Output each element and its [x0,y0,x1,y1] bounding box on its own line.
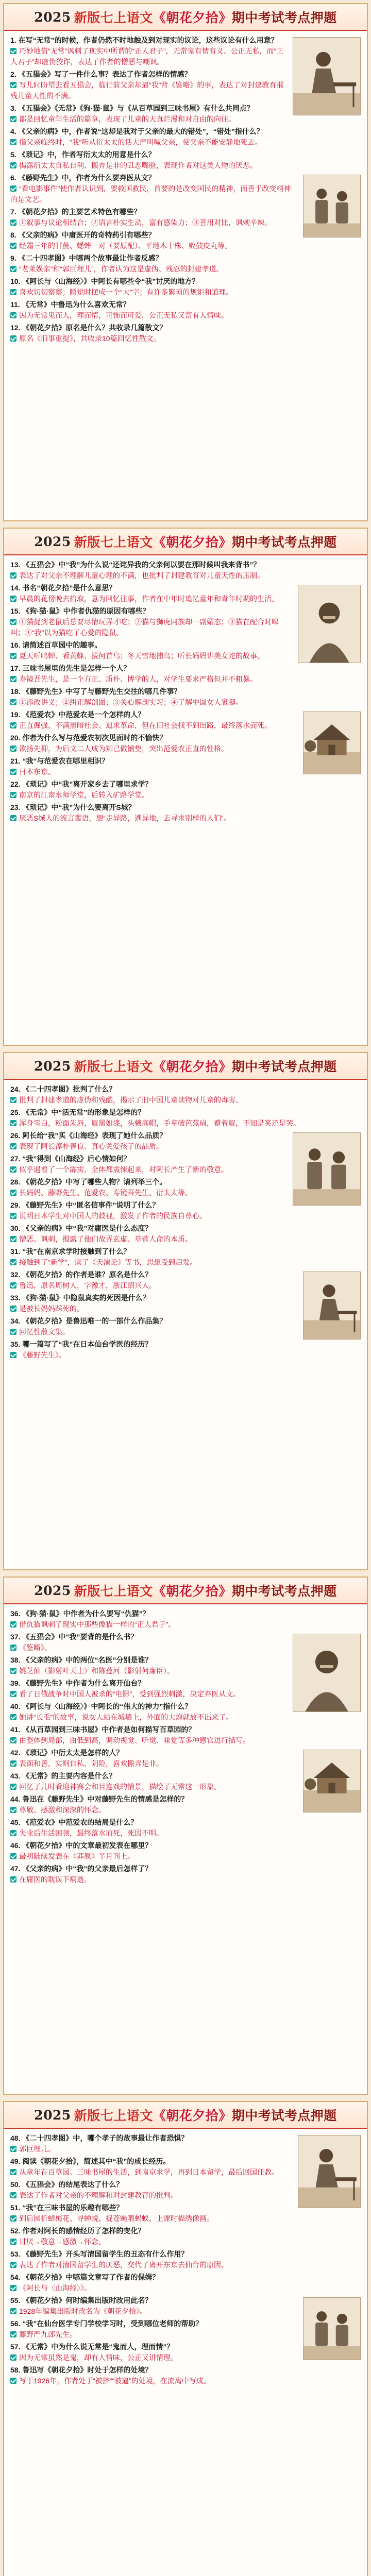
answer-content: 《鉴略》。 [19,1643,52,1652]
check-icon [10,722,16,728]
title-edition: 新版七上语文 [74,535,153,550]
answer-text [10,1712,361,1723]
answer-content: 浑身雪白，粉面朱唇，眉黑如漆，头戴高帽，手拿破芭蕉扇，蹙着眉，不知是笑还是哭。 [19,1119,300,1127]
question-text: 51. “我”在三味书屋的乐趣有哪些？ [10,2204,124,2212]
answer-text [10,697,361,708]
check-icon [10,1282,16,1289]
check-icon [10,312,16,318]
answer-content: 写于1926年，作者处于“被挤”“被逼”的处境，在流离中写成。 [19,2377,211,2385]
answer-text [10,333,361,344]
answer-text [10,1350,361,1361]
question-text: 56. “我”在仙台医学专门学校学习时，受到哪位老师的帮助？ [10,2319,203,2328]
answer-content: 因为无常虽然是鬼，却有人情味，公正又讲情理。 [19,2353,178,2362]
question-text: 18. 《藤野先生》中写了与藤野先生交往的哪几件事？ [10,687,181,696]
question-text: 54. 《朝花夕拾》中哪篇文章写了作者的保姆？ [10,2273,160,2281]
question-text: 30. 《父亲的病》中“我”对庸医是什么态度？ [10,1224,153,1232]
question-text: 35. 哪一篇写了“我”在日本仙台学医的经历？ [10,1340,153,1348]
illustration [298,2135,361,2208]
page-header [4,4,367,31]
question-item [10,560,361,581]
answer-text [10,2236,361,2247]
question-list [4,2129,367,2386]
check-icon [10,2169,16,2175]
check-icon [10,266,16,272]
question-text: 53. 《藤野先生》开头写清国留学生的丑态有什么作用？ [10,2250,189,2258]
answer-text [10,1619,361,1630]
question-item [10,779,361,801]
question-item [10,1107,361,1129]
title-book: 《朝花夕拾》 [153,1584,232,1599]
answer-text [10,287,361,298]
question-text: 4. 《父亲的病》中，作者说“这却是我对于父亲的最大的错处”，“错处”指什么？ [10,127,264,135]
illustration [293,37,361,115]
title-book: 《朝花夕拾》 [153,535,232,550]
title-year: 2025 [34,1058,71,1074]
question-item [10,2272,361,2294]
question-text: 28. 《朝花夕拾》中写了哪些人物？请列举三个。 [10,1178,167,1186]
answer-content: ①叙事与议论相结合；②语言朴实生动，富有感染力；③善用对比，讽刺辛辣。 [19,218,272,227]
answer-content: 《藤野先生》。 [19,1351,66,1359]
answer-content: 从童年在百草园、三味书屋的生活，到南京求学，再到日本留学，最后回国任教。 [19,2168,279,2176]
answer-content: 鲁迅，原名周树人，字豫才，浙江绍兴人。 [19,1281,156,1290]
check-icon [10,289,16,295]
question-text: 39. 《藤野先生》中作者为什么离开仙台？ [10,1679,145,1687]
answer-content: ①添改讲义；②纠正解剖图；③关心解剖实习；④了解中国女人裹脚。 [19,698,243,706]
illustration [303,2297,361,2360]
check-icon [10,1236,16,1242]
answer-content: 喜欢切切察察；睡觉时摆成一个“大”字；有许多繁琐的规矩和道理。 [19,288,233,296]
question-item [10,802,361,824]
exam-page [0,2098,371,2576]
question-text: 25. 《无常》中“活无常”的形象是怎样的？ [10,1108,145,1116]
check-icon [10,1306,16,1312]
check-icon [10,1120,16,1126]
answer-content: 最初陆续发表在《莽原》半月刊上。 [19,1852,134,1860]
title-year: 2025 [34,1583,71,1598]
question-text: 52. 作者对阿长的感情经历了怎样的变化？ [10,2227,145,2235]
illustration [303,175,361,238]
question-text: 58. 鲁迅写《朝花夕拾》时处于怎样的处境？ [10,2366,153,2374]
check-icon [10,1213,16,1219]
answer-content: 到后园折蜡梅花、寻蝉蜕、捉苍蝇喂蚂蚁，上课时描绣像画。 [19,2214,214,2223]
page-header [4,1578,367,1604]
answer-content: 夏天听鸣蝉、看黄蜂、拔何首乌；冬天雪地捕鸟；听长妈妈讲美女蛇的故事。 [19,652,264,660]
check-icon [10,2354,16,2361]
exam-page [0,0,371,524]
question-item [10,276,361,298]
check-icon [10,162,16,168]
question-text: 14. 书名“朝花夕拾”是什么意思？ [10,584,116,592]
illustration [298,585,361,663]
page-frame [3,3,368,521]
question-item [10,1223,361,1245]
question-text: 24. 《二十四孝图》批判了什么？ [10,1085,116,1093]
question-text: 9. 《二十四孝图》中哪两个故事最让作者反感？ [10,254,163,262]
answer-content: 表现了阿长淳朴善良、真心关爱孩子的品质。 [19,1142,163,1150]
question-text: 19. 《范爱农》中范爱农是一个怎样的人？ [10,710,145,719]
answer-text [10,1851,361,1862]
question-item [10,1084,361,1106]
answer-text [10,310,361,321]
question-text: 21. “我”与范爱农在哪里相识？ [10,757,109,765]
question-text: 57. 《无常》中为什么说无常是“鬼而人，理而情”？ [10,2343,174,2351]
answer-content: 郭巨埋儿。 [19,2145,55,2153]
check-icon [10,2308,16,2314]
answer-text [10,1234,361,1245]
title-edition: 新版七上语文 [74,10,153,25]
question-item [10,2226,361,2247]
page-frame [3,1052,368,1570]
check-icon [10,1853,16,1859]
answer-content: 由整体到局部，由低到高，调动视觉、听觉、味觉等多种感官进行描写。 [19,1736,250,1744]
answer-content: “看电影事件”使作者认识到，要救国救民，首要的是改变国民的精神，而善于改变精神的是文艺。 [10,184,291,204]
question-text: 55. 《朝花夕拾》何时编集出版时改用此名？ [10,2296,153,2304]
illustration [303,1272,361,1340]
exam-page [0,1049,371,1573]
title-exam: 期中考试考点押题 [231,2108,337,2123]
answer-text [10,1735,361,1746]
question-text: 2. 《五猖会》写了一件什么事？表达了作者怎样的情感？ [10,70,192,78]
answer-content: 写儿时盼望去看五猖会，临行前父亲却逼“我”背《鉴略》的事，表达了对封建教育摧残儿童天性的不满。 [10,81,284,100]
answer-content: 表达了对父亲不理解儿童心理的不满，也批判了封建教育对儿童天性的压制。 [19,571,264,580]
illustration [293,1132,361,1206]
answer-text [10,1828,361,1839]
answer-content: 南京的江南水师学堂，后转入矿路学堂。 [19,791,149,799]
check-icon [10,653,16,659]
check-icon [10,815,16,821]
check-icon [10,1807,16,1813]
question-text: 44. 鲁迅在《藤野先生》中对藤野先生的情感是怎样的？ [10,1795,189,1803]
answer-content: 早晨的花傍晚去拾取，意为回忆往事，作者在中年时追忆童年和青年时期的生活。 [19,595,279,603]
question-text: 5. 《琐记》中，作者写衍太太的用意是什么？ [10,150,156,159]
title-book: 《朝花夕拾》 [153,2108,232,2123]
check-icon [10,1691,16,1697]
question-text: 46. 《朝花夕拾》中的文章最初发表在哪里？ [10,1841,153,1850]
answer-content: 接触到了“新学”，读了《天演论》等书，思想受到启发。 [19,1258,197,1266]
answer-text [10,1095,361,1106]
answer-content: 批判了封建孝道的虚伪和残酷，揭示了旧中国儿童读物对儿童的毒害。 [19,1096,243,1104]
question-text: 37. 《五猖会》中“我”要背的是什么书？ [10,1633,138,1641]
check-icon [10,1760,16,1767]
answer-content: 回忆性散文集。 [19,1328,70,1336]
answer-content: 表面和善，实则自私、阴险，喜欢搬弄是非。 [19,1759,163,1768]
question-item [10,1863,361,1885]
check-icon [10,1784,16,1790]
answer-text [10,1874,361,1885]
question-text: 27. “我”得到《山海经》后心情如何？ [10,1155,131,1163]
answer-content: 指父亲临终时，“我”听从衍太太的话大声叫喊父亲，使父亲不能安静地死去。 [19,138,262,146]
answer-text [10,160,361,171]
answer-text [10,114,361,125]
answer-content: 憎恶、讽刺，揭露了他们故弄玄虚、草菅人命的本质。 [19,1235,192,1243]
question-text: 34. 《朝花夕拾》是鲁迅唯一的一部什么作品集？ [10,1317,167,1325]
question-item [10,2249,361,2270]
question-text: 1. 在写“无常”的时候，作者仍然不时地触及到对现实的议论，这些议论有什么用意？ [10,36,278,44]
question-text: 40. 《阿长与〈山海经〉》中阿长的“伟大的神力”指什么？ [10,1702,192,1710]
check-icon [10,2285,16,2291]
question-text: 12. 《朝花夕拾》原名是什么？共收录几篇散文？ [10,324,167,332]
answer-content: 尊敬、感激和深深的怀念。 [19,1806,106,1814]
check-icon [10,1737,16,1743]
question-list [4,555,367,824]
question-list [4,1080,367,1361]
answer-text [10,570,361,581]
check-icon [10,185,16,192]
question-item [10,686,361,708]
answer-text [10,2376,361,2386]
check-icon [10,1259,16,1265]
title-edition: 新版七上语文 [74,1584,153,1599]
question-item [10,663,361,685]
answer-content: 揭露衍太太自私自利、搬弄是非的丑恶嘴脸，表现作者对这类人物的厌恶。 [19,161,257,170]
check-icon [10,219,16,226]
answer-content: 欲扬先抑，为后文二人成为知己做铺垫，突出范爱农正直的性格。 [19,744,228,753]
question-item [10,253,361,275]
question-text: 48. 《二十四孝图》中，哪个孝子的故事最让作者恐惧？ [10,2134,189,2142]
question-item [10,1724,361,1746]
check-icon [10,1166,16,1173]
answer-content: 因为无常鬼而人，理而情，可怖而可爱，公正无私又富有人情味。 [19,311,228,319]
check-icon [10,1097,16,1103]
answer-content: ①猫捉到老鼠后总要尽情玩弄才吃；②猫与狮虎同族却一副媚态；③猫在配合时嗥叫；④“我”以为猫吃了心爱的隐鼠。 [10,618,279,637]
title-year: 2025 [34,534,71,549]
answer-content: 说明日本学生对中国人的歧视，激发了作者的民族自尊心。 [19,1212,207,1220]
question-item [10,1608,361,1630]
answer-text [10,790,361,801]
answer-content: 《阿长与〈山海经〉》。 [19,2284,91,2292]
title-exam: 期中考试考点押题 [231,535,337,550]
page-header [4,1053,367,1080]
answer-content: 失业后生活困顿，最终落水而死，死因不明。 [19,1829,163,1837]
page-header [4,529,367,555]
check-icon [10,2146,16,2152]
answer-content: 寿镜吾先生，是一个方正、质朴、博学的人，对学生要求严格但并不粗暴。 [19,675,257,683]
question-item [10,1840,361,1862]
check-icon [10,745,16,752]
check-icon [10,2378,16,2384]
question-item [10,1246,361,1268]
check-icon [10,572,16,579]
answer-content: 姚芝仙（影射叶天士）和陈莲河（影射何廉臣）。 [19,1667,174,1675]
page-frame [3,528,368,1046]
check-icon [10,1714,16,1720]
check-icon [10,243,16,249]
question-item [10,1817,361,1839]
title-book: 《朝花夕拾》 [153,10,232,25]
answer-content: 是被长妈妈踩死的。 [19,1304,84,1313]
check-icon [10,1190,16,1196]
check-icon [10,335,16,342]
question-item [10,299,361,321]
answer-text [10,2283,361,2294]
answer-text [10,2260,361,2270]
question-text: 49. 阅读《朝花夕拾》，简述其中“我”的成长经历。 [10,2157,171,2165]
answer-content: 都是回忆童年生活的篇章，表现了儿童的天真烂漫和对自由的向往。 [19,115,235,123]
check-icon [10,1329,16,1335]
title-exam: 期中考试考点押题 [231,1059,337,1074]
question-item [10,323,361,344]
answer-content: 看了日俄战争时中国人被杀的“电影”，受到强烈刺激，决定弃医从文。 [19,1690,241,1698]
question-text: 47. 《父亲的病》中“我”的父亲最后怎样了？ [10,1865,153,1873]
check-icon [10,48,16,54]
question-text: 41. 《从百草园到三味书屋》中作者是如何描写百草园的？ [10,1725,196,1734]
question-text: 22. 《琐记》中“我”离开家乡去了哪里求学？ [10,780,153,788]
check-icon [10,2192,16,2198]
check-icon [10,2331,16,2337]
question-text: 13. 《五猖会》中“我”为什么说“还诧异我的父亲何以要在那时候叫我来背书”？ [10,561,261,569]
illustration [303,1750,361,1812]
check-icon [10,769,16,775]
answer-content: 表达了作者对父亲的不理解和对封建教育的批判。 [19,2191,178,2199]
question-item [10,1339,361,1361]
page-frame [3,2101,368,2576]
answer-text [10,674,361,685]
answer-text [10,241,361,251]
question-text: 17. 三味书屋里的先生是怎样一个人？ [10,664,131,672]
question-text: 3. 《五猖会》《无常》《狗·猫·鼠》与《从百草园到三味书屋》有什么共同点？ [10,104,254,112]
exam-page [0,524,371,1049]
question-text: 42. 《琐记》中衍太太是怎样的人？ [10,1749,124,1757]
question-text: 45. 《范爱农》中范爱农的结局是什么？ [10,1818,138,1826]
check-icon [10,116,16,122]
check-icon [10,82,16,88]
question-text: 6. 《藤野先生》中，作者为什么要弃医从文？ [10,174,156,182]
title-year: 2025 [34,2107,71,2123]
exam-page [0,1573,371,2098]
question-text: 26. 阿长给“我”买《山海经》表现了她什么品质？ [10,1131,167,1140]
answer-content: 经霜三年的甘蔗、蟋蟀一对（要原配）、平地木十株、败鼓皮丸等。 [19,242,232,250]
title-edition: 新版七上语文 [74,2108,153,2123]
check-icon [10,139,16,145]
answer-content: 厌恶S城人的流言蜚语，想“走异路，逃异地，去寻求别样的人们”。 [19,814,231,822]
check-icon [10,792,16,798]
answer-content: 借仇猫讽刺了现实中那些像猫一样的“正人君子”。 [19,1620,176,1629]
question-list [4,31,367,344]
check-icon [10,1876,16,1883]
question-text: 31. “我”在南京求学时接触到了什么？ [10,1247,131,1256]
check-icon [10,1621,16,1628]
check-icon [10,1645,16,1651]
question-text: 29. 《藤野先生》中“匿名信事件”说明了什么？ [10,1201,160,1209]
answer-content: 表达了作者对清国留学生的厌恶，交代了离开东京去仙台的原因。 [19,2261,228,2269]
question-text: 50. 《五猖会》的结尾表达了什么？ [10,2180,124,2189]
title-book: 《朝花夕拾》 [153,1059,232,1074]
check-icon [10,1830,16,1836]
question-text: 20. 作者为什么写与范爱农初次见面时的不愉快？ [10,734,167,742]
answer-content: 原名《旧事重提》，共收录10篇回忆性散文。 [19,334,161,343]
title-edition: 新版七上语文 [74,1059,153,1074]
page-frame [3,1577,368,2095]
answer-text [10,2213,361,2224]
question-text: 33. 《狗·猫·鼠》中隐鼠真实的死因是什么？ [10,1294,150,1302]
question-item [10,149,361,171]
question-text: 38. 《父亲的病》中的两位“名医”分别是谁？ [10,1656,153,1664]
answer-content: 讨厌→敬意→感激→怀念。 [19,2238,106,2246]
question-item [10,2365,361,2386]
check-icon [10,1352,16,1358]
answer-content: 藤野严九郎先生。 [19,2330,77,2338]
question-text: 11. 《无常》中鲁迅为什么喜欢无常？ [10,300,130,309]
check-icon [10,2239,16,2245]
answer-content: 在庸医的耽误下病逝。 [19,1875,91,1884]
question-text: 32. 《朝花夕拾》的作者是谁？原名是什么？ [10,1270,153,1279]
question-text: 23. 《琐记》中“我”为什么要离开S城？ [10,803,136,811]
question-text: 8. 《父亲的病》中庸医开的奇特药引有哪些？ [10,231,156,239]
answer-content: 巧妙地借“无常”讽刺了现实中所谓的“正人君子”，无常鬼有情有义、公正无私，而“正人君子”却虚伪狡诈，表达了作者的憎恶与嘲讽。 [10,47,284,66]
question-text: 16. 请简述百草园中的趣事。 [10,641,102,649]
answer-content: 1928年编集出版时改名为《朝花夕拾》。 [19,2307,147,2315]
question-text: 10. 《阿长与〈山海经〉》中阿长有哪些令“我”讨厌的地方？ [10,277,199,285]
page-header [4,2102,367,2129]
answer-content: 她讲“长毛”的故事，说女人站在城墙上，外面的大炮就放不出来了。 [19,1713,233,1721]
illustration [303,711,361,774]
check-icon [10,1143,16,1149]
answer-content: 正直倔强、不满黑暗社会、追求革命，但在旧社会找不到出路，最终落水而死。 [19,721,272,730]
title-exam: 期中考试考点押题 [231,1584,337,1599]
check-icon [10,2215,16,2222]
answer-content: 回忆了儿时看迎神赛会和目连戏的情景，描绘了无常这一形象。 [19,1783,221,1791]
question-list [4,1604,367,1885]
answer-content: “老莱娱亲”和“郭巨埋儿”，作者认为这是虚伪、残忍的封建孝道。 [19,265,224,273]
answer-content: 日本东京。 [19,768,55,776]
check-icon [10,676,16,682]
question-text: 15. 《狗·猫·鼠》中作者仇猫的原因有哪些？ [10,607,150,615]
question-text: 36. 《狗·猫·鼠》中作者为什么要写“仇猫”？ [10,1609,150,1618]
answer-content: 长妈妈、藤野先生、范爱农、寿镜吾先生、衍太太等。 [19,1189,192,1197]
title-year: 2025 [34,9,71,25]
check-icon [10,699,16,705]
answer-text [10,813,361,824]
answer-text [10,1211,361,1222]
check-icon [10,1668,16,1674]
answer-text [10,264,361,275]
answer-content: 似乎遇着了一个霹雳，全体都震悚起来，对阿长产生了新的敬意。 [19,1165,228,1174]
question-item [10,126,361,148]
illustration [293,1634,361,1712]
title-exam: 期中考试考点押题 [231,10,337,25]
answer-text [10,1257,361,1268]
answer-text [10,137,361,148]
check-icon [10,2262,16,2268]
check-icon [10,619,16,625]
question-text: 7. 《朝花夕拾》的主要艺术特色有哪些？ [10,208,141,216]
question-text: 43. 《无常》的主要内容是什么？ [10,1772,116,1780]
check-icon [10,596,16,602]
answer-text [10,1118,361,1129]
